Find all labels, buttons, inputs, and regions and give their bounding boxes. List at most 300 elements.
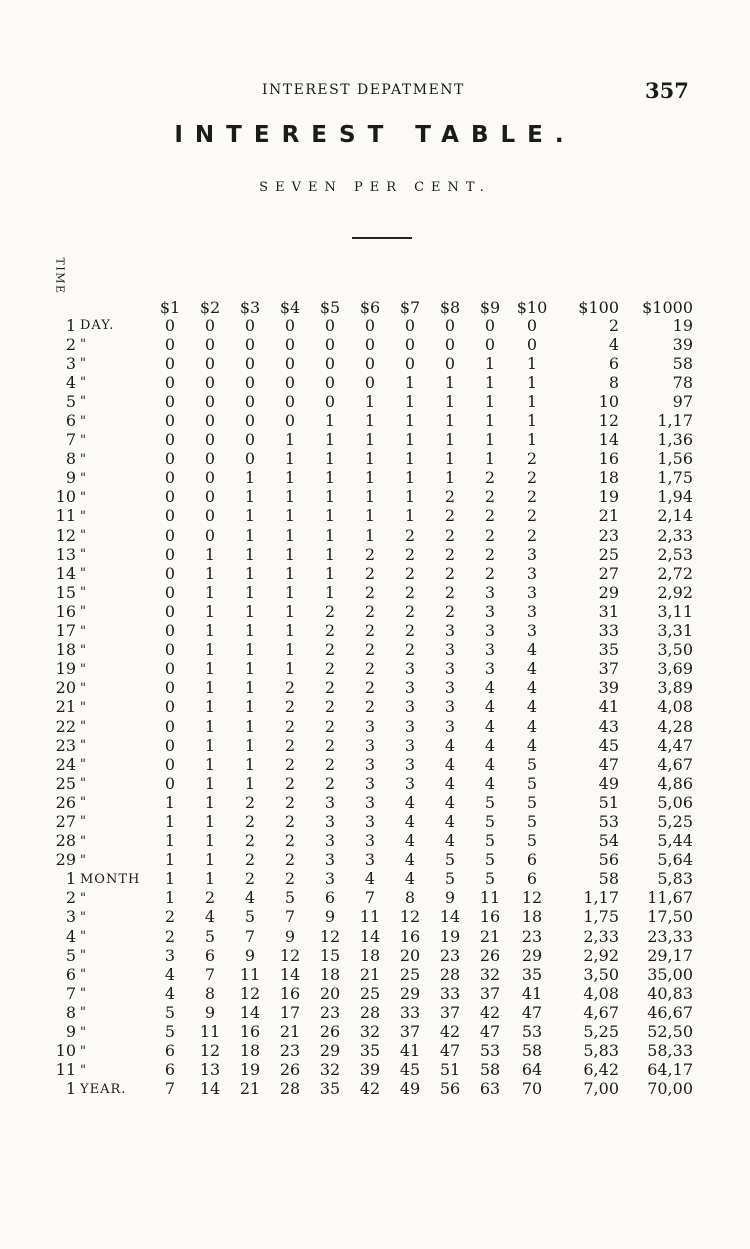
value-cell: 1 [244,563,256,583]
value-cell: 53 [521,1022,543,1042]
value-cell: 4,86 [657,773,693,793]
value-cell: 41 [399,1041,421,1061]
value-cell: 1 [244,506,256,526]
time-unit-cell: " [80,642,87,658]
value-cell: 58 [479,1060,501,1080]
table-body [48,316,693,1099]
value-cell: 4 [164,983,176,1003]
value-cell: 4 [484,773,496,793]
table-row [48,965,693,984]
value-cell: 5 [484,811,496,831]
value-cell: 2 [364,640,376,660]
value-cell: 1 [324,506,336,526]
value-cell: 1 [526,411,538,431]
value-cell: 1 [244,582,256,602]
value-cell: 46,67 [647,1002,693,1022]
value-cell: 0 [204,391,216,411]
value-cell: 8 [404,888,416,908]
time-number-cell: 4 [65,926,76,946]
value-cell: 5 [164,1022,176,1042]
table-row [48,889,693,908]
value-cell: 2 [324,716,336,736]
value-cell: 45 [399,1060,421,1080]
value-cell: 63 [479,1079,501,1099]
time-unit-cell: " [80,929,87,945]
value-cell: 23 [319,1002,341,1022]
time-unit-cell: " [80,394,87,410]
time-number-cell: 27 [55,811,76,831]
value-cell: 0 [164,601,176,621]
value-cell: 4 [364,869,376,889]
value-cell: 0 [164,525,176,545]
value-cell: 6 [164,1060,176,1080]
value-cell: 3 [526,544,538,564]
value-cell: 21 [279,1022,301,1042]
value-cell: 31 [598,601,619,621]
time-number-cell: 10 [55,1041,76,1061]
time-unit-cell: " [80,795,87,811]
value-cell: 2 [324,773,336,793]
value-cell: 3,31 [657,621,693,641]
value-cell: 3 [364,716,376,736]
value-cell: 5 [204,926,216,946]
value-cell: 19 [672,315,693,335]
time-number-cell: 28 [55,831,76,851]
value-cell: 41 [598,697,619,717]
value-cell: 4 [484,716,496,736]
value-cell: 11,67 [647,888,693,908]
value-cell: 0 [364,353,376,373]
time-unit-cell: " [80,890,87,906]
value-cell: 0 [444,334,456,354]
value-cell: 0 [324,391,336,411]
value-cell: 1 [364,430,376,450]
value-cell: 1 [526,372,538,392]
value-cell: 4 [444,831,456,851]
value-cell: 56 [439,1079,461,1099]
value-cell: 2 [364,697,376,717]
value-cell: 8 [608,372,619,392]
time-unit-cell: " [80,757,87,773]
value-cell: 3 [404,754,416,774]
value-cell: 5,83 [657,869,693,889]
value-cell: 32 [319,1060,341,1080]
value-cell: 54 [598,831,619,851]
value-cell: 3 [404,773,416,793]
value-cell: 19 [598,487,619,507]
value-cell: 51 [439,1060,461,1080]
value-cell: 23 [279,1041,301,1061]
time-unit-cell: " [80,337,87,353]
time-unit-cell: " [80,1043,87,1059]
value-cell: 2 [244,850,256,870]
value-cell: 1 [244,735,256,755]
value-cell: 4 [444,811,456,831]
value-cell: 0 [244,315,256,335]
value-cell: 16 [399,926,421,946]
value-cell: 1 [244,678,256,698]
value-cell: 1 [284,563,296,583]
value-cell: 37 [439,1002,461,1022]
value-cell: 2 [404,544,416,564]
value-cell: 58 [598,869,619,889]
value-cell: 4 [404,869,416,889]
value-cell: 2 [364,601,376,621]
value-cell: 47 [479,1022,501,1042]
value-cell: 1 [164,831,176,851]
value-cell: 1 [204,850,216,870]
value-cell: 2 [164,926,176,946]
interest-table [48,286,693,1099]
time-number-cell: 11 [55,506,76,526]
value-cell: 2 [324,735,336,755]
value-cell: 5 [526,831,538,851]
table-row [48,736,693,755]
value-cell: 1 [404,468,416,488]
time-unit-cell: " [80,948,87,964]
table-row [48,774,693,793]
time-unit-cell: " [80,699,87,715]
value-cell: 64 [521,1060,543,1080]
value-cell: 0 [164,353,176,373]
value-cell: 2 [284,735,296,755]
value-cell: 2 [284,792,296,812]
value-cell: 1 [404,506,416,526]
time-number-cell: 9 [65,1022,76,1042]
value-cell: 2 [244,869,256,889]
value-cell: 4 [526,678,538,698]
column-header: $100 [578,298,619,317]
time-number-cell: 2 [65,334,76,354]
value-cell: 0 [284,372,296,392]
table-row [48,812,693,831]
value-cell: 1 [204,754,216,774]
time-number-cell: 20 [55,678,76,698]
value-cell: 5 [526,811,538,831]
value-cell: 12 [399,907,421,927]
time-unit-cell: " [80,909,87,925]
page-subtitle: SEVEN PER CENT. [259,180,491,195]
value-cell: 0 [364,372,376,392]
table-row [48,717,693,736]
value-cell: 0 [164,621,176,641]
value-cell: 1 [444,411,456,431]
value-cell: 1 [444,449,456,469]
value-cell: 25 [598,544,619,564]
value-cell: 12 [521,888,543,908]
value-cell: 0 [204,506,216,526]
time-number-cell: 8 [65,449,76,469]
value-cell: 3 [526,563,538,583]
value-cell: 1 [244,544,256,564]
value-cell: 2 [364,659,376,679]
value-cell: 1 [484,411,496,431]
value-cell: 1 [204,811,216,831]
value-cell: 21 [239,1079,261,1099]
table-row [48,851,693,870]
value-cell: 7 [284,907,296,927]
value-cell: 1 [404,449,416,469]
value-cell: 6 [204,945,216,965]
value-cell: 1 [204,792,216,812]
value-cell: 6 [608,353,619,373]
time-unit-cell: " [80,1024,87,1040]
value-cell: 0 [164,582,176,602]
value-cell: 1 [244,640,256,660]
time-number-cell: 11 [55,1060,76,1080]
value-cell: 1 [244,716,256,736]
value-cell: 2 [324,678,336,698]
value-cell: 28 [359,1002,381,1022]
value-cell: 1 [444,468,456,488]
value-cell: 2 [444,506,456,526]
value-cell: 3 [484,621,496,641]
time-number-cell: 15 [55,582,76,602]
value-cell: 3 [164,945,176,965]
value-cell: 11 [199,1022,221,1042]
value-cell: 1,56 [657,449,693,469]
value-cell: 5,06 [657,792,693,812]
value-cell: 17,50 [647,907,693,927]
table-row [48,583,693,602]
value-cell: 0 [164,544,176,564]
value-cell: 0 [364,334,376,354]
value-cell: 2 [444,487,456,507]
value-cell: 1 [526,391,538,411]
value-cell: 1 [364,487,376,507]
value-cell: 16 [598,449,619,469]
value-cell: 2 [244,811,256,831]
value-cell: 0 [164,487,176,507]
value-cell: 2 [526,525,538,545]
value-cell: 3 [364,811,376,831]
value-cell: 0 [204,468,216,488]
value-cell: 33 [399,1002,421,1022]
value-cell: 29 [521,945,543,965]
value-cell: 2 [444,563,456,583]
table-row [48,1061,693,1080]
value-cell: 4 [526,640,538,660]
time-column-label-text: TIME [53,257,67,295]
value-cell: 1,36 [657,430,693,450]
value-cell: 0 [164,334,176,354]
value-cell: 0 [164,754,176,774]
value-cell: 2 [324,754,336,774]
value-cell: 4 [444,754,456,774]
column-header: $9 [479,298,501,317]
value-cell: 1 [324,487,336,507]
value-cell: 2 [484,468,496,488]
value-cell: 4 [526,735,538,755]
column-header: $10 [516,298,548,317]
value-cell: 3 [324,869,336,889]
table-row [48,1022,693,1041]
value-cell: 37 [399,1022,421,1042]
value-cell: 1 [244,468,256,488]
value-cell: 5 [244,907,256,927]
value-cell: 2,14 [657,506,693,526]
table-row [48,679,693,698]
value-cell: 23 [598,525,619,545]
value-cell: 0 [204,449,216,469]
value-cell: 1,17 [583,888,619,908]
value-cell: 35 [359,1041,381,1061]
value-cell: 0 [444,353,456,373]
value-cell: 0 [204,315,216,335]
table-row [48,545,693,564]
value-cell: 9 [324,907,336,927]
value-cell: 2 [364,582,376,602]
value-cell: 4 [608,334,619,354]
value-cell: 4 [526,659,538,679]
value-cell: 1,75 [657,468,693,488]
value-cell: 14 [199,1079,221,1099]
value-cell: 10 [598,391,619,411]
value-cell: 1 [284,621,296,641]
value-cell: 0 [164,411,176,431]
value-cell: 1 [164,888,176,908]
value-cell: 1 [284,468,296,488]
time-unit-cell: " [80,967,87,983]
table-row [48,354,693,373]
value-cell: 2 [284,697,296,717]
value-cell: 2,92 [583,945,619,965]
value-cell: 23 [439,945,461,965]
value-cell: 2 [284,831,296,851]
value-cell: 3 [484,659,496,679]
value-cell: 43 [598,716,619,736]
time-number-cell: 5 [65,391,76,411]
time-number-cell: 21 [55,697,76,717]
value-cell: 49 [399,1079,421,1099]
time-number-cell: 3 [65,353,76,373]
time-number-header [48,286,80,316]
value-cell: 32 [359,1022,381,1042]
value-cell: 2 [364,678,376,698]
value-cell: 40,83 [647,983,693,1003]
value-cell: 4 [404,811,416,831]
value-cell: 1 [204,831,216,851]
value-cell: 35 [319,1079,341,1099]
value-cell: 20 [399,945,421,965]
value-cell: 47 [598,754,619,774]
value-cell: 1 [324,468,336,488]
time-unit-cell: " [80,489,87,505]
value-cell: 5 [484,831,496,851]
value-cell: 0 [364,315,376,335]
time-number-cell: 4 [65,372,76,392]
value-cell: 14 [598,430,619,450]
value-cell: 1 [404,391,416,411]
value-cell: 4 [444,773,456,793]
table-row [48,488,693,507]
value-cell: 0 [244,430,256,450]
value-cell: 29 [319,1041,341,1061]
value-cell: 12 [199,1041,221,1061]
value-cell: 18 [359,945,381,965]
value-cell: 26 [279,1060,301,1080]
value-cell: 7,00 [583,1079,619,1099]
value-cell: 42 [359,1079,381,1099]
table-row [48,660,693,679]
value-cell: 1 [204,716,216,736]
value-cell: 4,67 [657,754,693,774]
value-cell: 16 [279,983,301,1003]
value-cell: 26 [479,945,501,965]
value-cell: 7 [364,888,376,908]
value-cell: 0 [164,678,176,698]
value-cell: 2 [324,659,336,679]
value-cell: 47 [439,1041,461,1061]
value-cell: 0 [164,659,176,679]
value-cell: 32 [479,964,501,984]
value-cell: 1 [164,792,176,812]
value-cell: 2 [404,525,416,545]
value-cell: 1 [204,869,216,889]
value-cell: 0 [444,315,456,335]
time-number-cell: 14 [55,563,76,583]
value-cell: 39 [598,678,619,698]
value-cell: 3 [444,716,456,736]
value-cell: 2 [244,831,256,851]
value-cell: 1 [204,601,216,621]
value-cell: 7 [204,964,216,984]
column-header: $1 [159,298,181,317]
value-cell: 1 [364,506,376,526]
value-cell: 1 [164,850,176,870]
value-cell: 3 [404,697,416,717]
time-unit-cell: " [80,986,87,1002]
value-cell: 14 [239,1002,261,1022]
value-cell: 4 [484,678,496,698]
time-unit-cell: " [80,566,87,582]
value-cell: 12 [239,983,261,1003]
value-cell: 1 [484,391,496,411]
time-number-cell: 7 [65,430,76,450]
value-cell: 0 [204,487,216,507]
value-cell: 97 [672,391,693,411]
time-number-cell: 13 [55,544,76,564]
value-cell: 2,53 [657,544,693,564]
value-cell: 5 [484,792,496,812]
value-cell: 5 [444,850,456,870]
value-cell: 18 [239,1041,261,1061]
time-number-cell: 23 [55,735,76,755]
value-cell: 2 [364,544,376,564]
table-row [48,946,693,965]
value-cell: 3 [444,640,456,660]
time-number-cell: 18 [55,640,76,660]
time-unit-cell: " [80,738,87,754]
value-cell: 16 [479,907,501,927]
value-cell: 1 [204,735,216,755]
value-cell: 11 [479,888,501,908]
value-cell: 0 [244,449,256,469]
value-cell: 20 [319,983,341,1003]
value-cell: 2 [444,525,456,545]
table-row [48,373,693,392]
value-cell: 1 [364,525,376,545]
value-cell: 1 [204,659,216,679]
value-cell: 58 [672,353,693,373]
value-cell: 28 [439,964,461,984]
table-row [48,927,693,946]
value-cell: 2,72 [657,563,693,583]
table-row [48,411,693,430]
value-cell: 1 [484,353,496,373]
value-cell: 3 [404,735,416,755]
value-cell: 58,33 [647,1041,693,1061]
